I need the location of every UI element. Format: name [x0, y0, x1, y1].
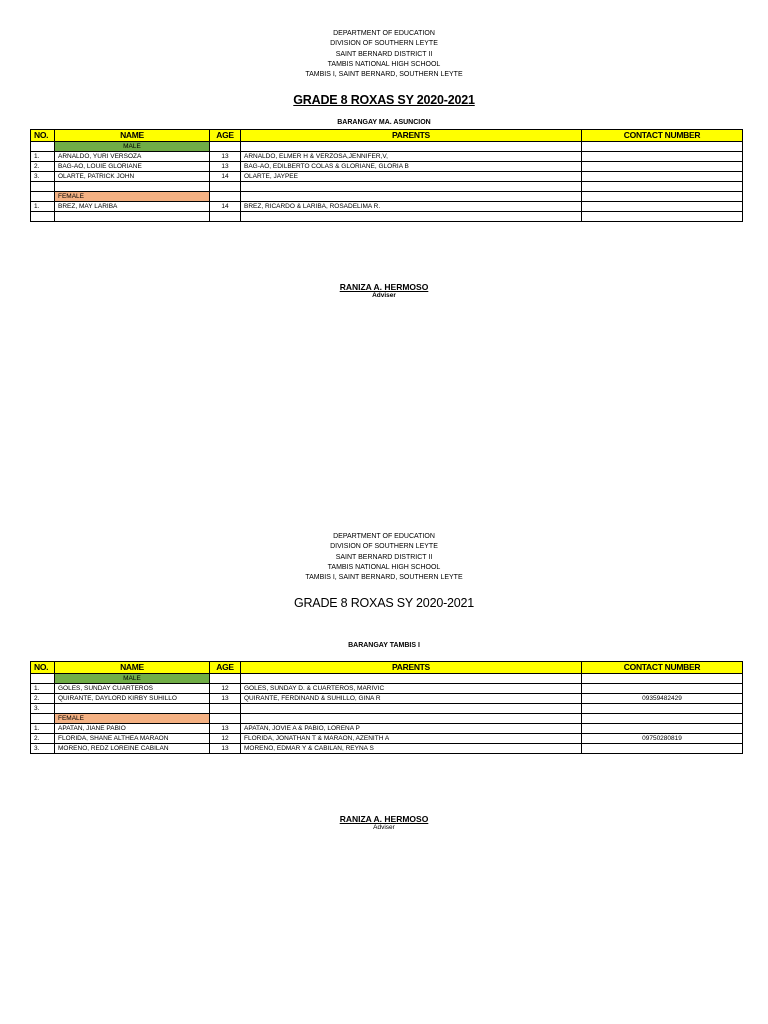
student-name: [55, 212, 210, 222]
male-group-label: MALE: [55, 142, 210, 152]
row-no: 2.: [31, 694, 55, 704]
row-no: 1.: [31, 684, 55, 694]
row-no: 3.: [31, 744, 55, 754]
table-row: [31, 182, 743, 192]
row-no: 3.: [31, 704, 55, 714]
header-line: DEPARTMENT OF EDUCATION: [333, 533, 435, 540]
column-header-name: NAME: [55, 130, 210, 142]
student-name: APATAN, JIANE PABIO: [55, 724, 210, 734]
adviser-name: RANIZA A. HERMOSO: [339, 282, 429, 292]
table-row: [31, 162, 743, 172]
parents-name: [241, 704, 582, 714]
column-header-parents: PARENTS: [241, 130, 582, 142]
barangay-label: BARANGAY MA. ASUNCION: [337, 119, 431, 126]
adviser-signature: [0, 814, 768, 831]
parents-name: QUIRANTE, FERDINAND & SUHILLO, GINA R: [241, 694, 582, 704]
table-header-row: [31, 662, 743, 674]
header-line: SAINT BERNARD DISTRICT II: [335, 50, 433, 58]
student-age: 12: [210, 734, 241, 744]
parents-name: OLARTE, JAYPEE: [241, 172, 582, 182]
student-age: [210, 212, 241, 222]
student-name: QUIRANTE, DAYLORD KIRBY SUHILLO: [55, 694, 210, 704]
column-header-age: AGE: [210, 130, 241, 142]
parents-name: GOLES, SUNDAY D. & CUARTEROS, MARIVIC: [241, 684, 582, 694]
parents-name: [241, 182, 582, 192]
contact-number: [582, 162, 743, 172]
contact-number: [582, 212, 743, 222]
table-row: [31, 704, 743, 714]
parents-name: APATAN, JOVIE A & PABIO, LORENA P: [241, 724, 582, 734]
adviser-role: Adviser: [373, 824, 395, 831]
student-name: BREZ, MAY LARIBA: [55, 202, 210, 212]
student-age: 13: [210, 152, 241, 162]
row-no: [31, 212, 55, 222]
contact-number: [582, 704, 743, 714]
student-name: [55, 182, 210, 192]
row-no: 2.: [31, 734, 55, 744]
contact-number: [582, 172, 743, 182]
header-line: SAINT BERNARD DISTRICT II: [335, 553, 433, 561]
student-name: ARNALDO, YURI VERSOZA: [55, 152, 210, 162]
contact-number: [582, 684, 743, 694]
row-no: 2.: [31, 162, 55, 172]
table-row: [31, 152, 743, 162]
parents-name: ARNALDO, ELMER H & VERZOSA,JENNIFER,V,: [241, 152, 582, 162]
page-title: GRADE 8 ROXAS SY 2020-2021: [293, 596, 475, 610]
female-group-label: FEMALE: [55, 192, 210, 202]
adviser-role: Adviser: [372, 292, 396, 299]
parents-name: BAG-AO, EDILBERTO COLAS & GLORIANE, GLORIA B: [241, 162, 582, 172]
contact-number: 09750280819: [582, 734, 743, 744]
column-header-no: NO.: [31, 662, 55, 674]
male-group-label: MALE: [55, 674, 210, 684]
student-name: FLORIDA, SHANE ALTHEA MARAON: [55, 734, 210, 744]
contact-number: [582, 182, 743, 192]
student-age: 14: [210, 202, 241, 212]
student-age: 13: [210, 744, 241, 754]
header-line: TAMBIS NATIONAL HIGH SCHOOL: [327, 563, 441, 571]
parents-name: [241, 212, 582, 222]
column-header-parents: PARENTS: [241, 662, 582, 674]
row-no: 1.: [31, 724, 55, 734]
parents-name: MORENO, EDMAR Y & CABILAN, REYNA S: [241, 744, 582, 754]
contact-number: [582, 724, 743, 734]
row-no: 1.: [31, 152, 55, 162]
contact-number: [582, 152, 743, 162]
table-row: [31, 202, 743, 212]
header-line: TAMBIS I, SAINT BERNARD, SOUTHERN LEYTE: [305, 71, 463, 79]
column-header-name: NAME: [55, 662, 210, 674]
parents-name: FLORIDA, JONATHAN T & MARAON, AZENITH A: [241, 734, 582, 744]
student-name: BAG-AO, LOUIE GLORIANE: [55, 162, 210, 172]
contact-number: [582, 202, 743, 212]
column-header-contact: CONTACT NUMBER: [582, 130, 743, 142]
student-age: 12: [210, 684, 241, 694]
table-header-row: [31, 130, 743, 142]
parents-name: BREZ, RICARDO & LARIBA, ROSADELIMA R.: [241, 202, 582, 212]
row-no: 1.: [31, 202, 55, 212]
female-group-row: [31, 192, 743, 202]
male-group-row: [31, 142, 743, 152]
column-header-age: AGE: [210, 662, 241, 674]
row-no: [31, 182, 55, 192]
student-name: GOLES, SUNDAY CUARTEROS: [55, 684, 210, 694]
table-row: [31, 734, 743, 744]
female-group-label: FEMALE: [55, 714, 210, 724]
student-age: [210, 704, 241, 714]
table-row: [31, 694, 743, 704]
header-line: TAMBIS I, SAINT BERNARD, SOUTHERN LEYTE: [305, 574, 463, 582]
adviser-name: RANIZA A. HERMOSO: [339, 814, 429, 824]
contact-number: [582, 744, 743, 754]
student-age: [210, 182, 241, 192]
header-line: TAMBIS NATIONAL HIGH SCHOOL: [327, 60, 441, 68]
adviser-signature: [0, 282, 768, 299]
header-line: DIVISION OF SOUTHERN LEYTE: [330, 40, 438, 48]
student-age: 14: [210, 172, 241, 182]
contact-number: 09359482429: [582, 694, 743, 704]
male-group-row: [31, 674, 743, 684]
school-header: [0, 532, 768, 583]
table-row: [31, 684, 743, 694]
female-group-row: [31, 714, 743, 724]
row-no: 3.: [31, 172, 55, 182]
table-row: [31, 744, 743, 754]
student-name: OLARTE, PATRICK JOHN: [55, 172, 210, 182]
student-age: 13: [210, 162, 241, 172]
page-title: GRADE 8 ROXAS SY 2020-2021: [293, 93, 475, 107]
column-header-no: NO.: [31, 130, 55, 142]
table-row: [31, 724, 743, 734]
student-name: MORENO, REDZ LOREINE CABILAN: [55, 744, 210, 754]
student-table: [30, 129, 743, 222]
header-line: DEPARTMENT OF EDUCATION: [333, 30, 435, 37]
student-name: [55, 704, 210, 714]
column-header-contact: CONTACT NUMBER: [582, 662, 743, 674]
table-row: [31, 212, 743, 222]
student-age: 13: [210, 724, 241, 734]
table-row: [31, 172, 743, 182]
barangay-label: BARANGAY TAMBIS I: [348, 642, 420, 649]
student-table: [30, 661, 743, 754]
student-age: 13: [210, 694, 241, 704]
header-line: DIVISION OF SOUTHERN LEYTE: [330, 543, 438, 551]
school-header: [0, 29, 768, 80]
